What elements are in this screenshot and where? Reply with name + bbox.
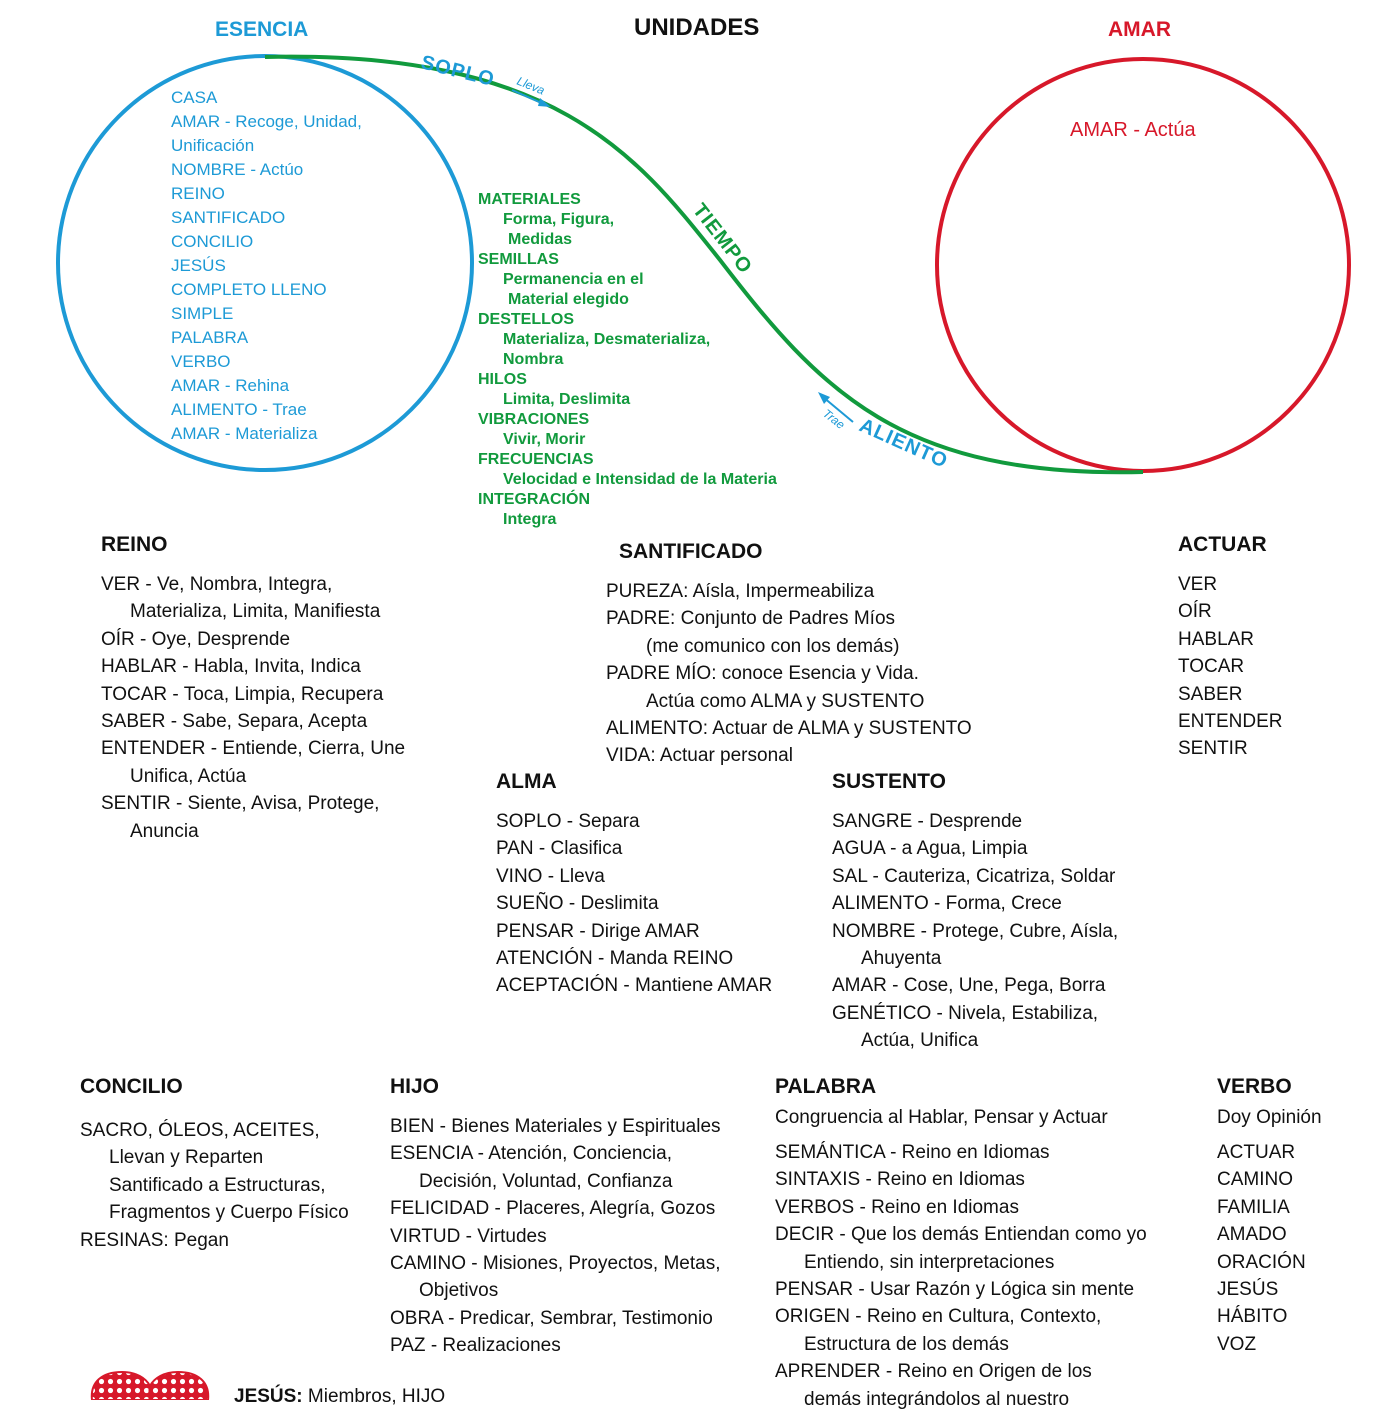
sustento-item: SANGRE - Desprende [832, 811, 1023, 832]
esencia-item: CASA [171, 88, 218, 107]
reino-item: TOCAR - Toca, Limpia, Recupera [101, 683, 384, 705]
materia-heading: SEMILLAS [478, 251, 559, 268]
verbo-list [1217, 1139, 1306, 1358]
actuar-item: HABLAR [1178, 628, 1255, 650]
reino-title: REINO [101, 533, 168, 556]
reino-item: ENTENDER - Entiende, Cierra, Une [101, 738, 406, 760]
santificado-item: PADRE MÍO: conoce Esencia y Vida. [606, 663, 919, 685]
verbo-title: VERBO [1217, 1075, 1292, 1098]
concilio-item: RESINAS: Pegan [80, 1229, 229, 1251]
esencia-item: CONCILIO [171, 232, 254, 251]
palabra-item: demás integrándolos al nuestro [804, 1388, 1070, 1410]
reino-item: SABER - Sabe, Separa, Acepta [101, 711, 368, 733]
sustento-item: SAL - Cauteriza, Cicatriza, Soldar [832, 865, 1116, 887]
esencia-item: PALABRA [171, 328, 249, 347]
verbo-item: HÁBITO [1217, 1306, 1288, 1328]
esencia-item: SIMPLE [171, 304, 234, 323]
hijo-title: HIJO [390, 1075, 440, 1098]
esencia-item: AMAR - Rehina [171, 376, 290, 395]
hijo-item: FELICIDAD - Placeres, Alegría, Gozos [390, 1198, 716, 1220]
alma-list [496, 808, 772, 1000]
sustento-item: ALIMENTO - Forma, Crece [832, 893, 1062, 915]
actuar-title: ACTUAR [1178, 533, 1267, 556]
concilio-list [80, 1117, 349, 1254]
sustento-item: AGUA - a Agua, Limpia [832, 838, 1028, 860]
alma-title: ALMA [496, 770, 557, 793]
materia-heading: FRECUENCIAS [478, 451, 594, 468]
esencia-item: VERBO [171, 352, 231, 371]
palabra-title: PALABRA [775, 1075, 877, 1098]
materia-heading: VIBRACIONES [478, 411, 590, 428]
actuar-item: OÍR [1178, 601, 1212, 623]
palabra-item: APRENDER - Reino en Origen de los [775, 1361, 1092, 1383]
alma-item: VINO - Lleva [496, 865, 605, 887]
verbo-item: VOZ [1217, 1333, 1257, 1355]
materia-heading: MATERIALES [478, 191, 581, 208]
reino-item: Materializa, Limita, Manifiesta [130, 601, 381, 623]
lleva-arrowhead [538, 98, 551, 107]
santificado-item: ALIMENTO: Actuar de ALMA y SUSTENTO [606, 718, 972, 740]
actuar-item: ENTENDER [1178, 711, 1283, 733]
hijo-item: CAMINO - Misiones, Proyectos, Metas, [390, 1253, 721, 1275]
reino-item: OÍR - Oye, Desprende [101, 628, 291, 650]
materia-detail: Limita, Deslimita [503, 391, 631, 408]
materia-detail: Vivir, Morir [503, 431, 586, 448]
alma-item: ATENCIÓN - Manda REINO [496, 948, 734, 970]
reino-list [101, 571, 405, 845]
palabra-item: SEMÁNTICA - Reino en Idiomas [775, 1142, 1050, 1163]
materia-detail: Forma, Figura, [503, 211, 615, 228]
reino-item: HABLAR - Habla, Invita, Indica [101, 656, 361, 678]
palabra-list [775, 1139, 1147, 1413]
materia-detail: Integra [503, 511, 557, 528]
concilio-item: Santificado a Estructuras, [109, 1174, 326, 1196]
esencia-item: REINO [171, 184, 225, 203]
palabra-item: SINTAXIS - Reino en Idiomas [775, 1169, 1025, 1191]
verbo-item: JESÚS [1217, 1279, 1279, 1301]
palabra-subtitle-wrap [775, 1104, 1108, 1131]
hijo-item: PAZ - Realizaciones [390, 1335, 561, 1357]
sustento-item: AMAR - Cose, Une, Pega, Borra [832, 975, 1106, 997]
alma-item: SOPLO - Separa [496, 811, 640, 832]
soplo-label: SOPLO [418, 51, 497, 91]
sustento-item: Ahuyenta [861, 948, 942, 970]
palabra-item: PENSAR - Usar Razón y Lógica sin mente [775, 1279, 1135, 1301]
palabra-item: DECIR - Que los demás Entiendan como yo [775, 1224, 1147, 1246]
sustento-item: GENÉTICO - Nivela, Estabiliza, [832, 1002, 1099, 1024]
page-title: UNIDADES [634, 14, 760, 41]
esencia-item: JESÚS [171, 256, 226, 275]
sustento-list [832, 808, 1118, 1055]
santificado-item: VIDA: Actuar personal [606, 745, 793, 767]
materia-detail: Medidas [508, 231, 573, 248]
santificado-item: Actúa como ALMA y SUSTENTO [646, 690, 925, 712]
hijo-item: Objetivos [419, 1280, 499, 1302]
materia-detail: Velocidad e Intensidad de la Materia [503, 471, 777, 488]
concilio-item: SACRO, ÓLEOS, ACEITES, [80, 1120, 320, 1141]
hijo-list [390, 1113, 721, 1360]
reino-item: SENTIR - Siente, Avisa, Protege, [101, 793, 380, 815]
concilio-item: Llevan y Reparten [109, 1147, 264, 1169]
actuar-item: VER [1178, 574, 1218, 595]
esencia-item: Unificación [171, 136, 255, 155]
amar-title: AMAR [1108, 18, 1171, 41]
actuar-item: SABER [1178, 683, 1243, 705]
alma-item: PAN - Clasifica [496, 838, 623, 860]
santificado-item: PADRE: Conjunto de Padres Míos [606, 608, 896, 630]
concilio-title: CONCILIO [80, 1075, 183, 1098]
verbo-item: AMADO [1217, 1224, 1287, 1246]
palabra-subtitle: Congruencia al Hablar, Pensar y Actuar [775, 1107, 1108, 1128]
esencia-title: ESENCIA [215, 18, 309, 41]
materia-heading: DESTELLOS [478, 311, 575, 328]
verbo-item: ORACIÓN [1217, 1251, 1306, 1273]
verbo-subtitle-wrap [1217, 1104, 1322, 1131]
reino-item: Unifica, Actúa [130, 765, 247, 787]
verbo-subtitle: Doy Opinión [1217, 1107, 1322, 1128]
hijo-item: OBRA - Predicar, Sembrar, Testimonio [390, 1307, 713, 1329]
materia-detail: Materializa, Desmaterializa, [503, 331, 711, 348]
reino-item: VER - Ve, Nombra, Integra, [101, 574, 333, 595]
sustento-title: SUSTENTO [832, 770, 946, 793]
esencia-item: AMAR - Materializa [171, 424, 318, 443]
actuar-list [1178, 571, 1283, 763]
palabra-item: Entiendo, sin interpretaciones [804, 1251, 1055, 1273]
lleva-label: Lleva [514, 73, 547, 98]
esencia-item: AMAR - Recoge, Unidad, [171, 112, 362, 131]
tiempo-label: TIEMPO [688, 199, 757, 279]
hijo-item: BIEN - Bienes Materiales y Espirituales [390, 1116, 721, 1137]
esencia-item: NOMBRE - Actúo [171, 160, 304, 179]
materia-heading: HILOS [478, 371, 527, 388]
esencia-item: ALIMENTO - Trae [171, 400, 307, 419]
verbo-item: FAMILIA [1217, 1196, 1290, 1218]
verbo-item: ACTUAR [1217, 1142, 1296, 1163]
aliento-label: ALIENTO [855, 414, 952, 473]
jesus-footer-label: JESÚS: [234, 1386, 303, 1407]
jesus-footer-text: Miembros, HIJO [307, 1386, 446, 1407]
palabra-item: Estructura de los demás [804, 1333, 1009, 1355]
heart-icon [88, 1368, 212, 1400]
amar-inner-label: AMAR - Actúa [1070, 119, 1196, 141]
verbo-item: CAMINO [1217, 1169, 1293, 1191]
materia-heading: INTEGRACIÓN [478, 491, 590, 508]
materia-detail: Nombra [503, 351, 564, 368]
alma-item: PENSAR - Dirige AMAR [496, 920, 700, 942]
palabra-item: VERBOS - Reino en Idiomas [775, 1196, 1019, 1218]
materia-detail: Permanencia en el [503, 271, 644, 288]
hijo-item: ESENCIA - Atención, Conciencia, [390, 1143, 672, 1165]
santificado-item: (me comunico con los demás) [646, 635, 900, 657]
sustento-item: NOMBRE - Protege, Cubre, Aísla, [832, 920, 1119, 942]
santificado-title: SANTIFICADO [619, 540, 763, 563]
palabra-item: ORIGEN - Reino en Cultura, Contexto, [775, 1306, 1102, 1328]
reino-item: Anuncia [130, 820, 199, 842]
santificado-list [606, 578, 972, 770]
sustento-item: Actúa, Unifica [861, 1030, 979, 1052]
esencia-item: COMPLETO LLENO [171, 280, 327, 299]
alma-item: SUEÑO - Deslimita [496, 893, 659, 915]
alma-item: ACEPTACIÓN - Mantiene AMAR [496, 975, 773, 997]
materia-list [478, 190, 777, 530]
actuar-item: SENTIR [1178, 738, 1248, 760]
esencia-list [171, 86, 362, 446]
materia-detail: Material elegido [508, 291, 629, 308]
trae-label: Trae [820, 406, 848, 433]
esencia-item: SANTIFICADO [171, 208, 286, 227]
hijo-item: Decisión, Voluntad, Confianza [419, 1170, 673, 1192]
hijo-item: VIRTUD - Virtudes [390, 1225, 547, 1247]
jesus-footer [234, 1386, 445, 1408]
concilio-item: Fragmentos y Cuerpo Físico [109, 1202, 349, 1224]
santificado-item: PUREZA: Aísla, Impermeabiliza [606, 581, 875, 602]
actuar-item: TOCAR [1178, 656, 1245, 678]
